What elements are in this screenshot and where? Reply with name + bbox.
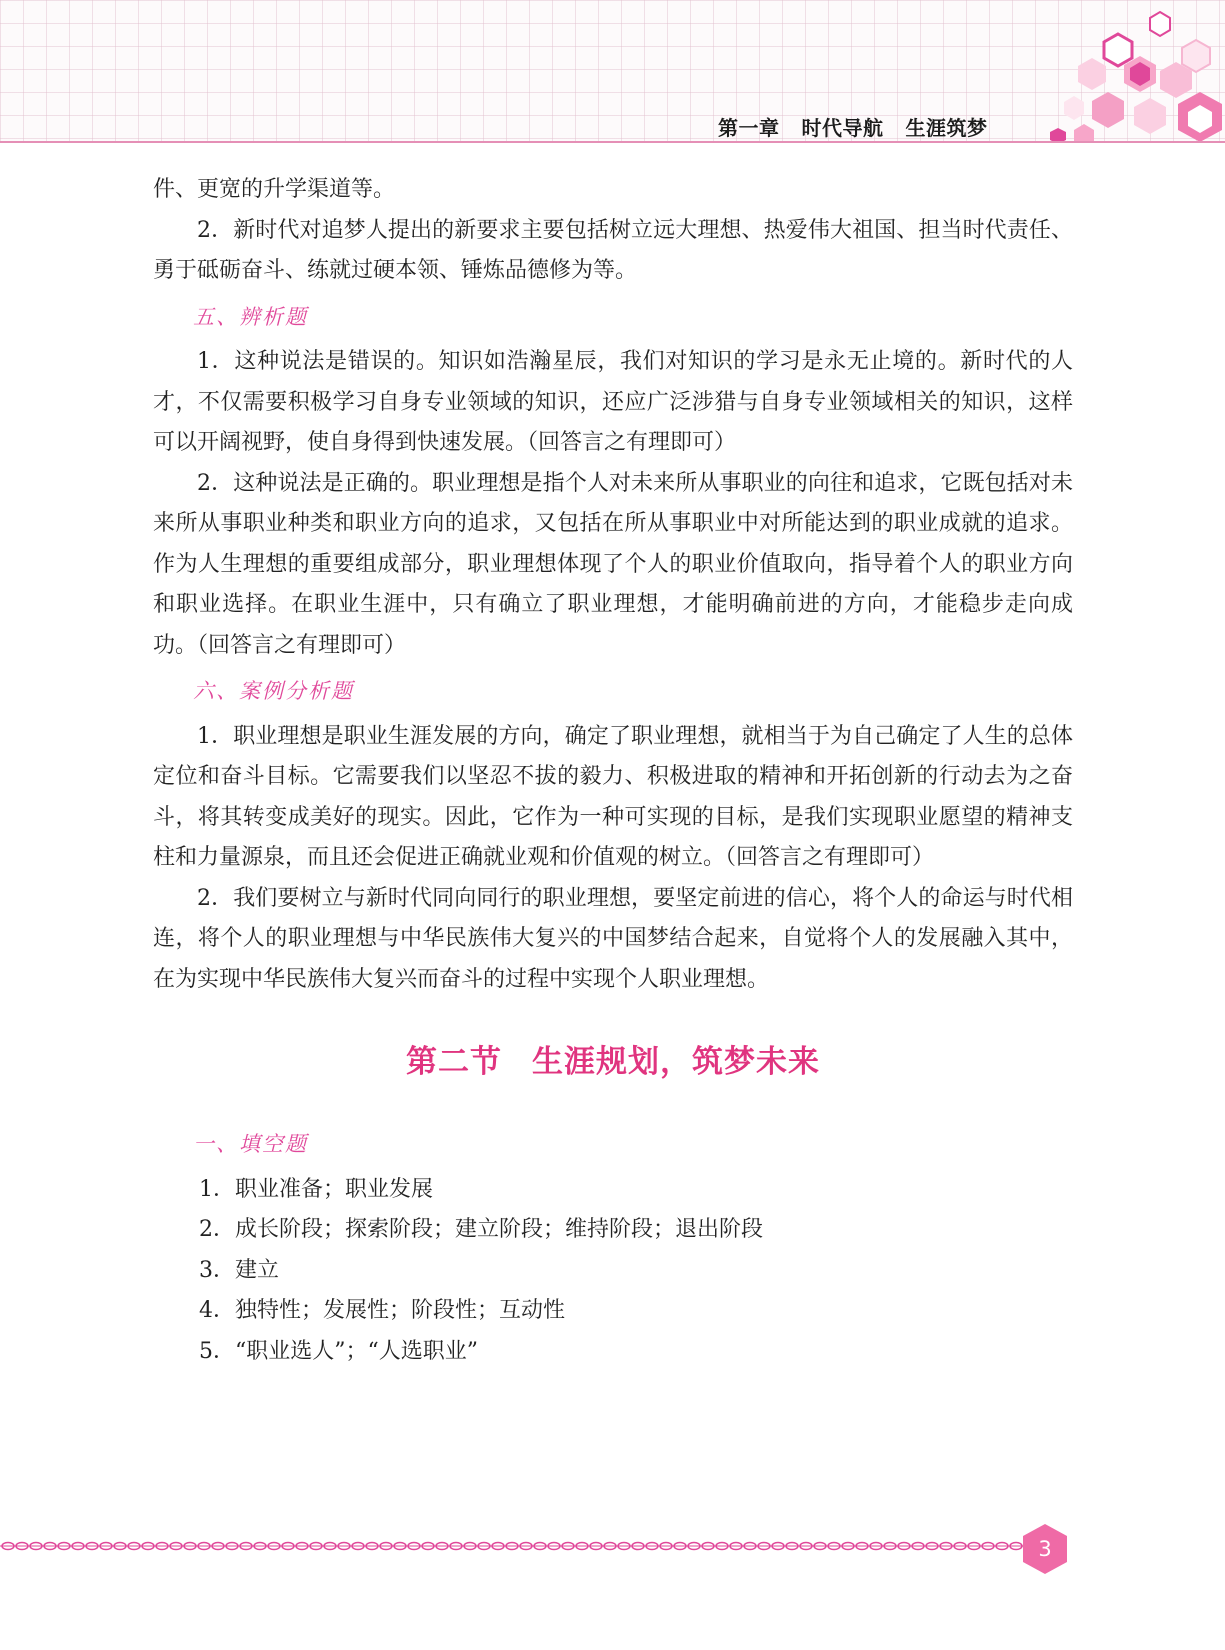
hexagon-decoration bbox=[1000, 0, 1225, 142]
section-heading: 五、辨析题 bbox=[193, 304, 308, 329]
answer-item: 4．独特性；发展性；阶段性；互动性 bbox=[199, 1298, 565, 1323]
answer-item: 2．成长阶段；探索阶段；建立阶段；维持阶段；退出阶段 bbox=[199, 1217, 763, 1242]
section-heading: 一、填空题 bbox=[193, 1132, 308, 1156]
running-head-section: 时代导航 bbox=[801, 116, 884, 140]
header-rule bbox=[0, 141, 1225, 143]
running-head-theme: 生涯筑梦 bbox=[905, 116, 988, 140]
paragraph: 2．新时代对追梦人提出的新要求主要包括树立远大理想、热爱伟大祖国、担当时代责任、勇于砥砺奋斗、练就过硬本领、锤炼品德修为等。 bbox=[153, 217, 1073, 283]
page-number: 3 bbox=[1038, 1537, 1052, 1561]
chapter-title bbox=[153, 1040, 1073, 1084]
paragraph: 2．这种说法是正确的。职业理想是指个人对未来所从事职业的向往和追求，它既包括对未来所从事职业种类和职业方向的追求，又包括在所从事职业中对所能达到的职业成就的追求。作为人生理想的重要组成部分，职业理想体现了个人的职业价值取向，指导着个人的职业方向和职业选择。在职业生涯中，只有确立了职业理想，才能明确前进的方向，才能稳步走向成功。（回答言之有理即可） bbox=[153, 470, 1073, 658]
section-heading: 六、案例分析题 bbox=[193, 679, 354, 703]
paragraph: 2．我们要树立与新时代同向同行的职业理想，要坚定前进的信心，将个人的命运与时代相连，将个人的职业理想与中华民族伟大复兴的中国梦结合起来，自觉将个人的发展融入其中，在为实现中华民族伟大复兴而奋斗的过程中实现个人职业理想。 bbox=[153, 885, 1073, 992]
paragraph: 件、更宽的升学渠道等。 bbox=[153, 177, 396, 202]
page-content bbox=[153, 170, 1073, 1372]
chapter-title-number: 第二节 bbox=[406, 1044, 502, 1080]
answer-item: 3．建立 bbox=[199, 1257, 279, 1283]
answer-item: 1．职业准备；职业发展 bbox=[199, 1176, 433, 1202]
paragraph: 1．职业理想是职业生涯发展的方向，确定了职业理想，就相当于为自己确定了人生的总体定位和奋斗目标。它需要我们以坚忍不拔的毅力、积极进取的精神和开拓创新的行动去为之奋斗，将其转变成美好的现实。因此，它作为一种可实现的目标，是我们实现职业愿望的精神支柱和力量源泉，而且还会促进正确就业观和价值观的树立。（回答言之有理即可） bbox=[153, 723, 1073, 870]
running-head-chapter: 第一章 bbox=[718, 116, 780, 140]
footer-chain-line bbox=[0, 1540, 1025, 1552]
chapter-title-text: 生涯规划，筑梦未来 bbox=[532, 1044, 820, 1080]
answer-item: 5．“职业选人”；“人选职业” bbox=[199, 1338, 478, 1364]
running-head bbox=[718, 112, 1018, 141]
paragraph: 1．这种说法是错误的。知识如浩瀚星辰，我们对知识的学习是永无止境的。新时代的人才，不仅需要积极学习自身专业领域的知识，还应广泛涉猎与自身专业领域相关的知识，这样可以开阔视野，使自身得到快速发展。（回答言之有理即可） bbox=[153, 349, 1073, 455]
